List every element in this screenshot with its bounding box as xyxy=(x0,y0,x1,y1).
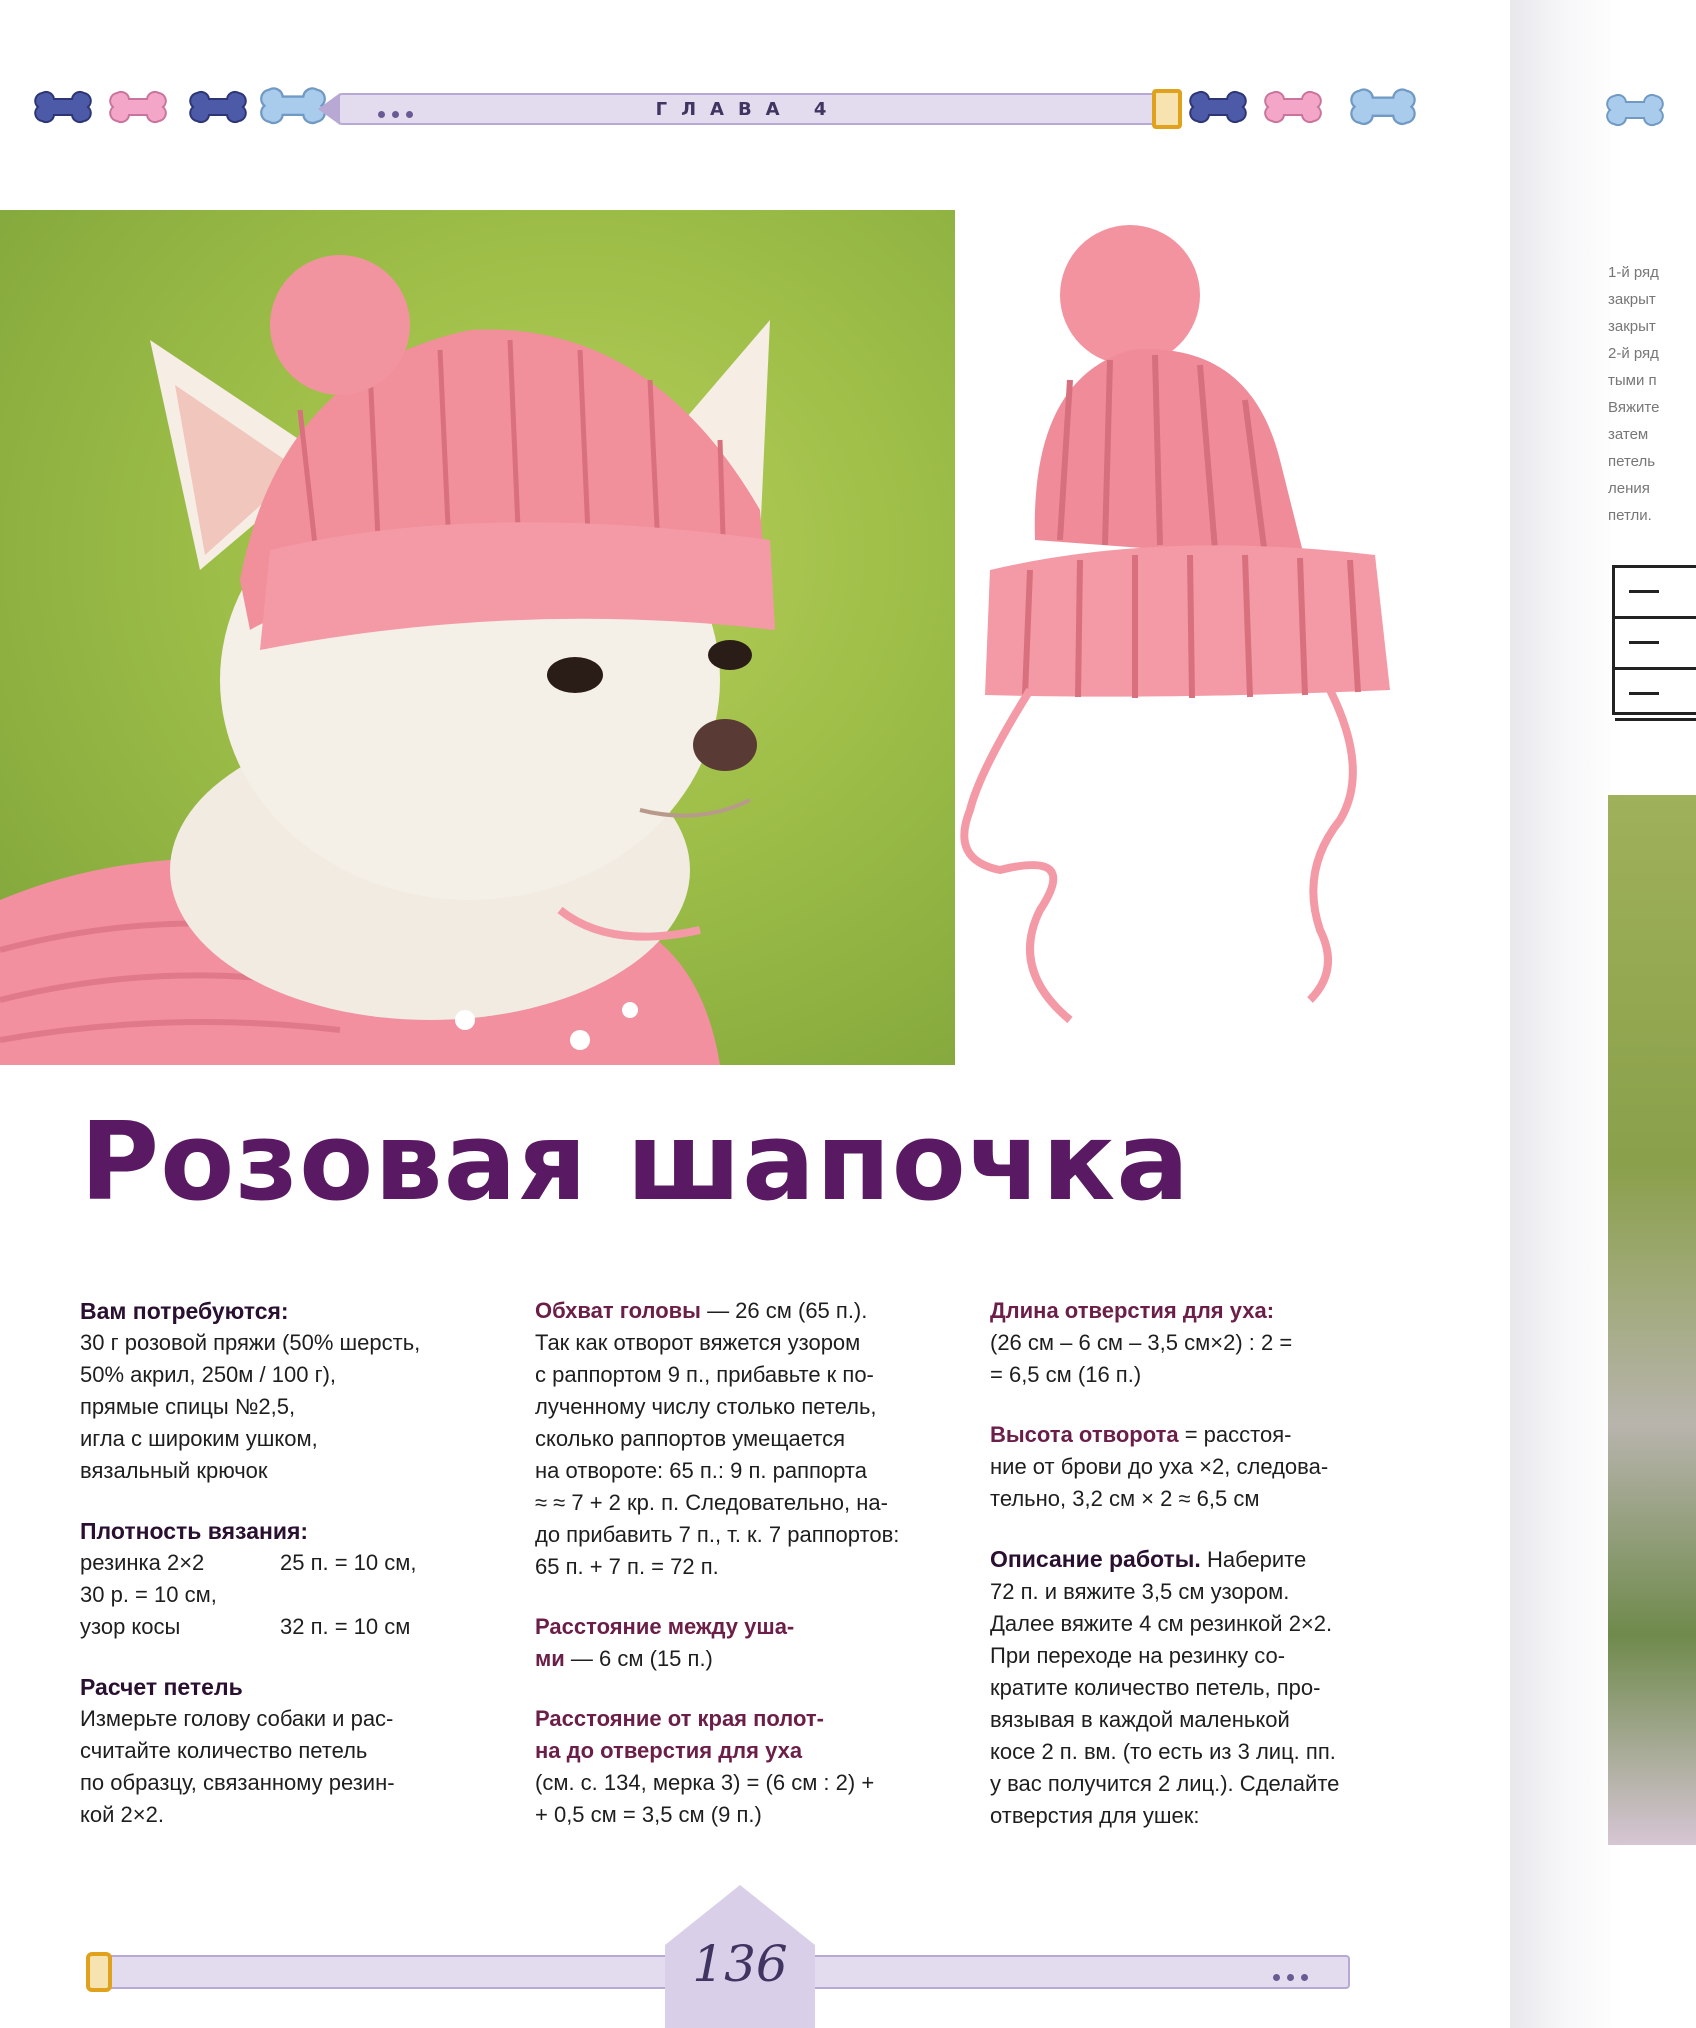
text-line: Так как отворот вяжется узором xyxy=(535,1330,861,1355)
materials-section xyxy=(80,1295,500,1487)
section-heading: Описание работы. xyxy=(990,1546,1201,1572)
section-heading: Плотность вязания: xyxy=(80,1518,309,1544)
section-heading: Вам потребуются: xyxy=(80,1298,289,1324)
text-line: лученному числу столько петель, xyxy=(535,1394,877,1419)
bone-icon xyxy=(28,87,98,131)
section-heading: Высота отворота xyxy=(990,1422,1179,1447)
head-circ-section: Обхват головы — 26 см (65 п.). Так как отворот вяжется узором с раппортом 9 п., прибавьте к по- лученному числу столько петель, сколько раппортов умещается на отвороте: 65 п.: 9 п. раппорта ≈ ≈ 7 + 2 кр. п. Следовательно, на- до прибавить 7 п., т. к. 7 раппортов: 65 п. + 7 п. = 72 п. xyxy=(535,1295,955,1583)
text-line: игла с широким ушком, xyxy=(80,1426,318,1451)
text-line: сколько раппортов умещается xyxy=(535,1426,845,1451)
bone-icon xyxy=(1258,87,1328,131)
section-heading: Обхват головы xyxy=(535,1298,701,1323)
text-line: вязальный крючок xyxy=(80,1458,268,1483)
text-line: ние от брови до уха ×2, следова- xyxy=(990,1454,1329,1479)
bone-icon xyxy=(1343,84,1423,134)
edge-distance-section xyxy=(535,1703,955,1831)
text-line: ≈ ≈ 7 + 2 кр. п. Следовательно, на- xyxy=(535,1490,888,1515)
text-line: вязывая в каждой маленькой xyxy=(990,1707,1290,1732)
work-section: Описание работы. Наберите 72 п. и вяжите 3,5 см узором. Далее вяжите 4 см резинкой 2×2. При переходе на резинку со- кратите количество петель, про- вязывая в каждой маленькой косе 2 п. вм. (то есть из 3 лиц. пп. у вас получится 2 лиц.). Сделайте отверстия для ушек: xyxy=(990,1543,1410,1832)
text-line: (см. с. 134, мерка 3) = (6 см : 2) + xyxy=(535,1770,875,1795)
page-number: 136 xyxy=(692,1935,788,1993)
page-title: Розовая шапочка xyxy=(80,1100,1191,1225)
column-left xyxy=(80,1295,500,1859)
bone-icon xyxy=(1600,90,1670,134)
section-heading: ми xyxy=(535,1646,565,1671)
knitting-chart-fragment xyxy=(1612,565,1696,715)
buckle-icon xyxy=(86,1952,112,1992)
gauge-row: резинка 2×2 25 п. = 10 см, xyxy=(80,1550,417,1575)
section-heading: Расчет петель xyxy=(80,1674,243,1700)
text-line: на отвороте: 65 п.: 9 п. раппорта xyxy=(535,1458,867,1483)
section-heading: Расстояние между уша- xyxy=(535,1614,795,1639)
next-page-text: 1-й ряд закрыт закрыт 2-й ряд тыми п Вяжите затем петель ления петли. xyxy=(1608,264,1660,524)
ear-hole-section xyxy=(990,1295,1410,1391)
text-line: с раппортом 9 п., прибавьте к по- xyxy=(535,1362,874,1387)
text-line: отверстия для ушек: xyxy=(990,1803,1200,1828)
bone-icon xyxy=(183,87,253,131)
buckle-icon xyxy=(1152,89,1182,129)
gauge-section xyxy=(80,1515,500,1643)
text-line: по образцу, связанному резин- xyxy=(80,1770,395,1795)
text-line: у вас получится 2 лиц.). Сделайте xyxy=(990,1771,1340,1796)
text-line: + 0,5 см = 3,5 см (9 п.) xyxy=(535,1802,762,1827)
text-line: считайте количество петель xyxy=(80,1738,368,1763)
text-line: = 6,5 см (16 п.) xyxy=(990,1362,1142,1387)
text-line: кой 2×2. xyxy=(80,1802,164,1827)
next-page-photo xyxy=(1608,795,1696,1845)
text-line: (26 см – 6 см – 3,5 см×2) : 2 = xyxy=(990,1330,1293,1355)
text-line: Далее вяжите 4 см резинкой 2×2. xyxy=(990,1611,1333,1636)
text-line: 65 п. + 7 п. = 72 п. xyxy=(535,1554,719,1579)
section-heading: Расстояние от края полот- xyxy=(535,1706,824,1731)
section-heading: Длина отверстия для уха: xyxy=(990,1298,1275,1323)
strap-holes xyxy=(1266,1968,1308,1986)
dog-photo xyxy=(0,210,955,1065)
text-line: 30 г розовой пряжи (50% шерсть, xyxy=(80,1330,421,1355)
text-line: 50% акрил, 250м / 100 г), xyxy=(80,1362,337,1387)
hat-photo xyxy=(960,210,1480,1065)
column-right xyxy=(990,1295,1410,1860)
text-line: 72 п. и вяжите 3,5 см узором. xyxy=(990,1579,1290,1604)
cuff-section: Высота отворота = расстоя- ние от брови до уха ×2, следова- тельно, 3,2 см × 2 ≈ 6,5 см xyxy=(990,1419,1410,1515)
chapter-strap xyxy=(338,93,1158,125)
text-line: прямые спицы №2,5, xyxy=(80,1394,296,1419)
gauge-row: узор косы 32 п. = 10 см xyxy=(80,1614,411,1639)
text-line: При переходе на резинку со- xyxy=(990,1643,1286,1668)
bone-icon xyxy=(1183,87,1253,131)
text-line: до прибавить 7 п., т. к. 7 раппортов: xyxy=(535,1522,900,1547)
section-heading: на до отверстия для уха xyxy=(535,1738,803,1763)
ear-distance-section: Расстояние между уша- ми — 6 см (15 п.) xyxy=(535,1611,955,1675)
column-middle xyxy=(535,1295,955,1859)
gauge-row: 30 р. = 10 см, xyxy=(80,1582,217,1607)
text-line: кратите количество петель, про- xyxy=(990,1675,1321,1700)
stitch-calc-section xyxy=(80,1671,500,1831)
chapter-label: ГЛАВА 4 xyxy=(655,99,841,120)
text-line: тельно, 3,2 см × 2 ≈ 6,5 см xyxy=(990,1486,1260,1511)
text-line: косе 2 п. вм. (то есть из 3 лиц. пп. xyxy=(990,1739,1336,1764)
text-line: Измерьте голову собаки и рас- xyxy=(80,1706,394,1731)
bone-icon xyxy=(103,87,173,131)
